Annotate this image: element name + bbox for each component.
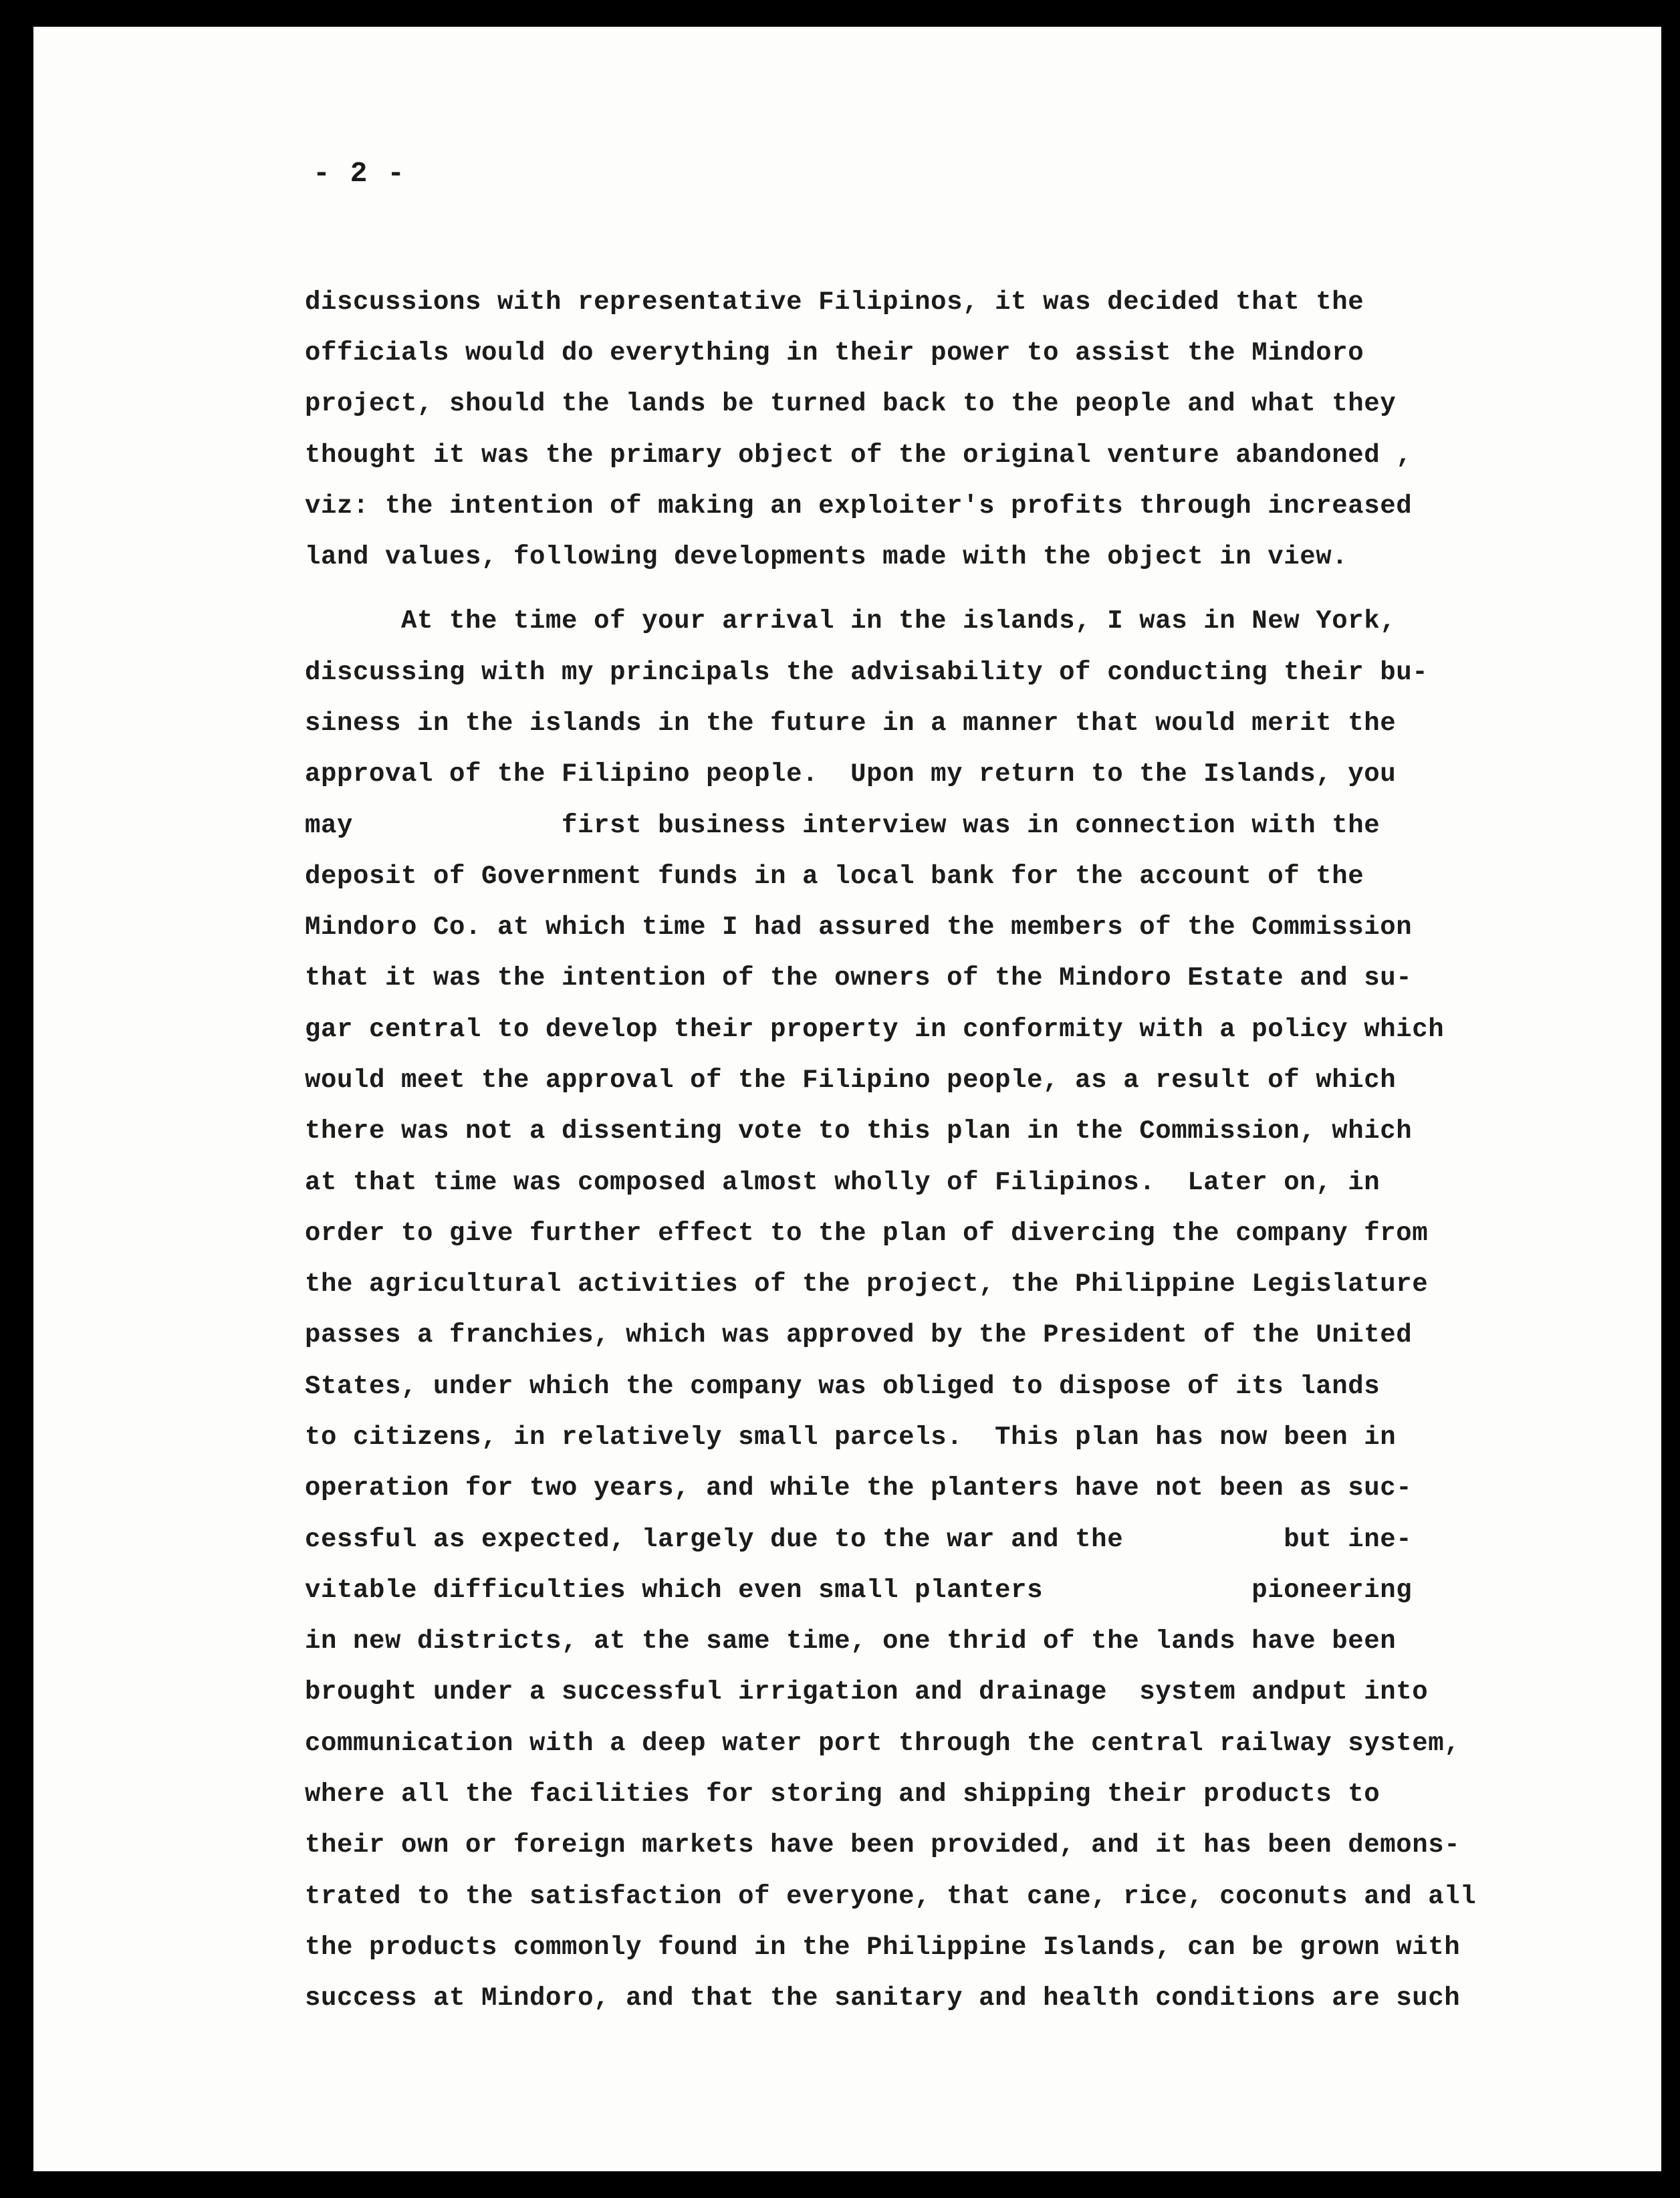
- text-line: States, under which the company was obliged to dispose of its lands: [305, 1372, 1381, 1401]
- text-line: that it was the intention of the owners of the Mindoro Estate and su-: [305, 963, 1413, 993]
- text-line: the products commonly found in the Philippine Islands, can be grown with: [305, 1933, 1461, 1962]
- text-line: officials would do everything in their power to assist the Mindoro: [305, 338, 1364, 368]
- text-line: to citizens, in relatively small parcels. This plan has now been in: [305, 1423, 1397, 1452]
- text-line: order to give further effect to the plan of divercing the company from: [305, 1219, 1429, 1248]
- text-line: communication with a deep water port through the central railway system,: [305, 1729, 1461, 1758]
- text-line: land values, following developments made with the object in view.: [305, 542, 1348, 572]
- document-page: [33, 27, 1661, 2171]
- text-line: the agricultural activities of the project, the Philippine Legislature: [305, 1269, 1429, 1299]
- text-line: there was not a dissenting vote to this plan in the Commission, which: [305, 1116, 1413, 1146]
- text-line: vitable difficulties which even small planters pioneering: [305, 1576, 1413, 1605]
- text-line: their own or foreign markets have been provided, and it has been demons-: [305, 1830, 1461, 1860]
- text-line: would meet the approval of the Filipino people, as a result of which: [305, 1066, 1397, 1095]
- text-line: discussions with representative Filipinos, it was decided that the: [305, 287, 1364, 317]
- text-line: discussing with my principals the advisability of conducting their bu-: [305, 658, 1429, 687]
- text-line: project, should the lands be turned back to the people and what they: [305, 389, 1397, 418]
- text-line: may first business interview was in connection with the: [305, 811, 1381, 840]
- text-line: At the time of your arrival in the islands, I was in New York,: [305, 606, 1397, 636]
- text-line: where all the facilities for storing and shipping their products to: [305, 1780, 1381, 1809]
- page-number: - 2 -: [313, 157, 406, 190]
- text-line: operation for two years, and while the planters have not been as suc-: [305, 1473, 1413, 1503]
- text-line: passes a franchies, which was approved by the President of the United: [305, 1320, 1413, 1350]
- text-line: at that time was composed almost wholly of Filipinos. Later on, in: [305, 1168, 1381, 1197]
- text-line: brought under a successful irrigation and drainage system andput into: [305, 1677, 1429, 1707]
- text-line: deposit of Government funds in a local bank for the account of the: [305, 862, 1364, 891]
- text-line: Mindoro Co. at which time I had assured the members of the Commission: [305, 912, 1413, 942]
- text-line: gar central to develop their property in conformity with a policy which: [305, 1015, 1445, 1044]
- text-line: approval of the Filipino people. Upon my return to the Islands, you: [305, 759, 1397, 789]
- text-line: success at Mindoro, and that the sanitary and health conditions are such: [305, 1983, 1461, 2013]
- text-line: cessful as expected, largely due to the war and the but ine-: [305, 1525, 1413, 1554]
- text-line: in new districts, at the same time, one thrid of the lands have been: [305, 1626, 1397, 1656]
- text-line: thought it was the primary object of the original venture abandoned ,: [305, 441, 1413, 470]
- document-body: [33, 27, 1661, 2171]
- text-line: viz: the intention of making an exploiter's profits through increased: [305, 491, 1413, 521]
- text-line: siness in the islands in the future in a manner that would merit the: [305, 709, 1397, 738]
- text-line: trated to the satisfaction of everyone, that cane, rice, coconuts and all: [305, 1882, 1477, 1911]
